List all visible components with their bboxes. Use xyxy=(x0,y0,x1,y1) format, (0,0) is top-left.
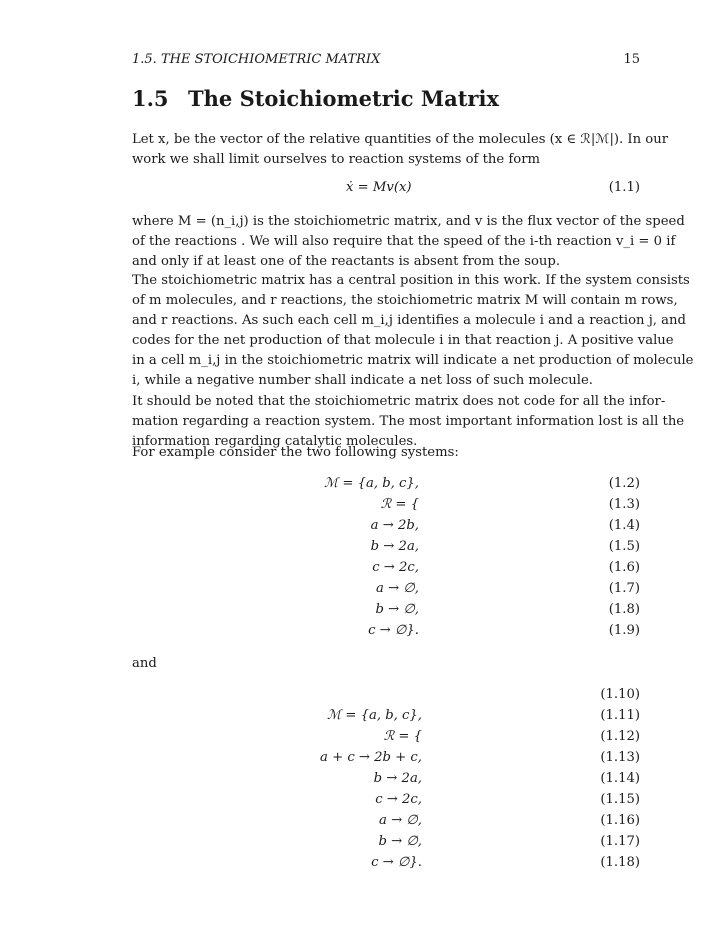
equation-number: (1.3) xyxy=(608,497,640,512)
equation-number: (1.15) xyxy=(600,792,640,807)
equation-expression: ẋ = Mv(x) xyxy=(346,180,412,195)
equation-expression: ℳ = {a, b, c}, xyxy=(324,476,419,491)
equation-1-6 xyxy=(132,560,640,580)
paragraph-line: For example consider the two following systems: xyxy=(132,445,459,460)
equation-1-7 xyxy=(132,581,640,601)
equation-1-5 xyxy=(132,539,640,559)
paragraph-line: work we shall limit ourselves to reaction systems of the form xyxy=(132,152,541,167)
paragraph-line: codes for the net production of that molecule i in that reaction j. A positive value xyxy=(132,333,674,348)
equation-expression: b → 2a, xyxy=(370,539,419,554)
paragraph-5 xyxy=(132,443,640,463)
equation-number: (1.4) xyxy=(608,518,640,533)
paragraph-line: mation regarding a reaction system. The most important information lost is all the xyxy=(132,414,685,429)
equation-expression: b → 2a, xyxy=(373,771,422,786)
equation-expression: b → ∅, xyxy=(375,602,419,617)
equation-1-12 xyxy=(132,729,640,749)
page-number: 15 xyxy=(623,52,640,67)
running-title: 1.5. THE STOICHIOMETRIC MATRIX xyxy=(132,52,381,67)
paragraph-line: i, while a negative number shall indicate a net loss of such molecule. xyxy=(132,373,593,388)
equation-1-13 xyxy=(132,750,640,770)
paragraph-1 xyxy=(132,130,669,170)
equation-1-15 xyxy=(132,792,640,812)
paragraph-line: of m molecules, and r reactions, the stoichiometric matrix M will contain m rows, xyxy=(132,293,678,308)
equation-1-1 xyxy=(132,180,640,200)
equation-number: (1.12) xyxy=(600,729,640,744)
paragraph-3 xyxy=(132,271,694,391)
running-header xyxy=(132,52,640,72)
equation-expression: a → ∅, xyxy=(379,813,422,828)
equation-number: (1.2) xyxy=(608,476,640,491)
equation-1-16 xyxy=(132,813,640,833)
equation-number: (1.11) xyxy=(600,708,640,723)
paragraph-line: and only if at least one of the reactants is absent from the soup. xyxy=(132,254,561,269)
paragraph-line: The stoichiometric matrix has a central position in this work. If the system consists xyxy=(132,273,690,288)
equation-number: (1.14) xyxy=(600,771,640,786)
equation-1-3 xyxy=(132,497,640,517)
equation-number: (1.1) xyxy=(608,180,640,195)
equation-expression: c → ∅}. xyxy=(371,855,422,870)
equation-number: (1.17) xyxy=(600,834,640,849)
equation-number: (1.18) xyxy=(600,855,640,870)
equation-number: (1.5) xyxy=(608,539,640,554)
equation-expression: ℛ = { xyxy=(380,497,419,512)
equation-expression: c → 2c, xyxy=(372,560,419,575)
equation-expression: a → 2b, xyxy=(370,518,419,533)
paragraph-2 xyxy=(132,212,685,272)
equation-expression: a + c → 2b + c, xyxy=(320,750,422,765)
equation-number: (1.13) xyxy=(600,750,640,765)
equation-expression: a → ∅, xyxy=(376,581,419,596)
equation-expression: b → ∅, xyxy=(378,834,422,849)
equation-1-18 xyxy=(132,855,640,875)
equation-number: (1.16) xyxy=(600,813,640,828)
section-number: 1.5 xyxy=(132,86,169,111)
equation-1-14 xyxy=(132,771,640,791)
equation-1-17 xyxy=(132,834,640,854)
equation-number: (1.10) xyxy=(600,687,640,702)
paragraph-line: information regarding catalytic molecules. xyxy=(132,434,418,449)
equation-1-10 xyxy=(132,687,640,707)
paragraph-line: of the reactions . We will also require that the speed of the i-th reaction v_i = 0 if xyxy=(132,234,676,249)
paragraph-line: and r reactions. As such each cell m_i,j identifies a molecule i and a reaction j, and xyxy=(132,313,686,328)
equation-expression: c → ∅}. xyxy=(368,623,419,638)
paragraph-line: Let x, be the vector of the relative quantities of the molecules (x ∈ ℛ|ℳ|). In our xyxy=(132,132,669,147)
equation-1-2 xyxy=(132,476,640,496)
paragraph-and xyxy=(132,654,640,674)
equation-expression: ℳ = {a, b, c}, xyxy=(327,708,422,723)
equation-number: (1.7) xyxy=(608,581,640,596)
equation-1-4 xyxy=(132,518,640,538)
section-heading xyxy=(132,86,499,111)
paragraph-line: and xyxy=(132,656,157,671)
paragraph-line: in a cell m_i,j in the stoichiometric matrix will indicate a net production of molecule xyxy=(132,353,694,368)
equation-number: (1.8) xyxy=(608,602,640,617)
equation-1-8 xyxy=(132,602,640,622)
equation-expression: ℛ = { xyxy=(383,729,422,744)
paragraph-line: where M = (n_i,j) is the stoichiometric matrix, and v is the flux vector of the speed xyxy=(132,214,685,229)
equation-number: (1.9) xyxy=(608,623,640,638)
equation-1-9 xyxy=(132,623,640,643)
equation-1-11 xyxy=(132,708,640,728)
equation-number: (1.6) xyxy=(608,560,640,575)
equation-expression: c → 2c, xyxy=(375,792,422,807)
paragraph-line: It should be noted that the stoichiometric matrix does not code for all the infor- xyxy=(132,394,666,409)
section-title: The Stoichiometric Matrix xyxy=(188,86,499,111)
